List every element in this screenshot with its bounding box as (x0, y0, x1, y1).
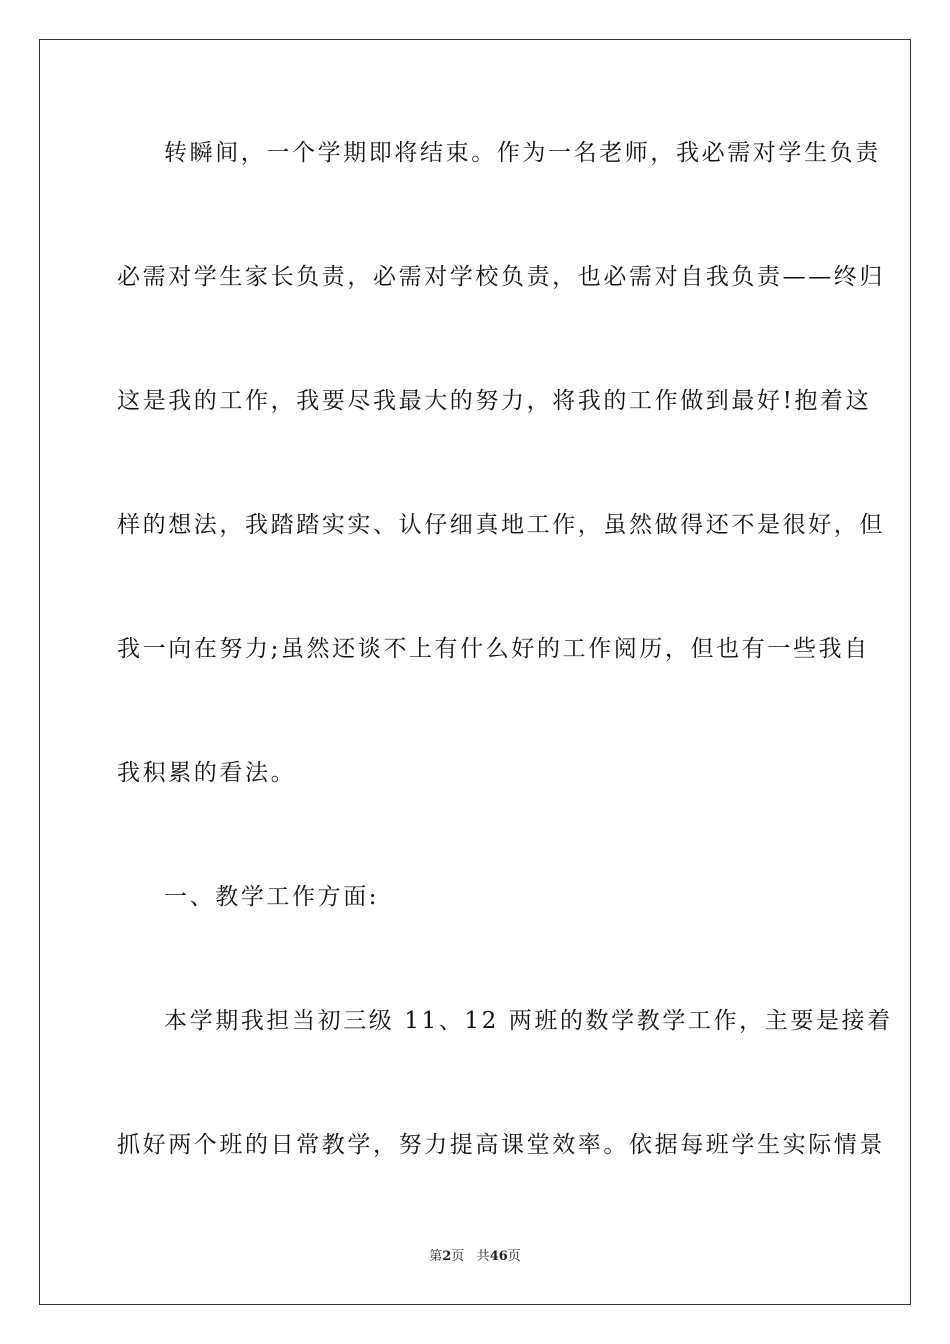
section-heading: 一、教学工作方面: (164, 884, 380, 910)
paragraph-line-4: 样的想法，我踏踏实实、认仔细真地工作，虽然做得还不是很好，但 (117, 512, 885, 538)
paragraph-line-3: 这是我的工作，我要尽我最大的努力，将我的工作做到最好!抱着这 (117, 388, 872, 414)
page-footer (0, 1249, 950, 1265)
paragraph-line-7: 本学期我担当初三级 11、12 两班的数学教学工作，主要是接着 (164, 1008, 893, 1034)
paragraph-line-1: 转瞬间，一个学期即将结束。作为一名老师，我必需对学生负责 (164, 140, 881, 166)
paragraph-line-6: 我积累的看法。 (117, 760, 297, 786)
footer-total-suffix: 页 (507, 1249, 521, 1264)
page-frame (39, 39, 911, 1305)
footer-total-prefix: 共 (476, 1249, 490, 1264)
paragraph-line-5: 我一向在努力;虽然还谈不上有什么好的工作阅历，但也有一些我自 (117, 636, 870, 662)
footer-page-prefix: 第 (429, 1249, 443, 1264)
paragraph-line-8: 抓好两个班的日常教学，努力提高课堂效率。依据每班学生实际情景 (117, 1132, 885, 1158)
footer-page-suffix: 页 (451, 1249, 465, 1264)
paragraph-line-2: 必需对学生家长负责，必需对学校负责，也必需对自我负责——终归 (117, 264, 885, 290)
footer-page-number: 2 (442, 1249, 452, 1264)
footer-total-pages: 46 (489, 1249, 508, 1264)
